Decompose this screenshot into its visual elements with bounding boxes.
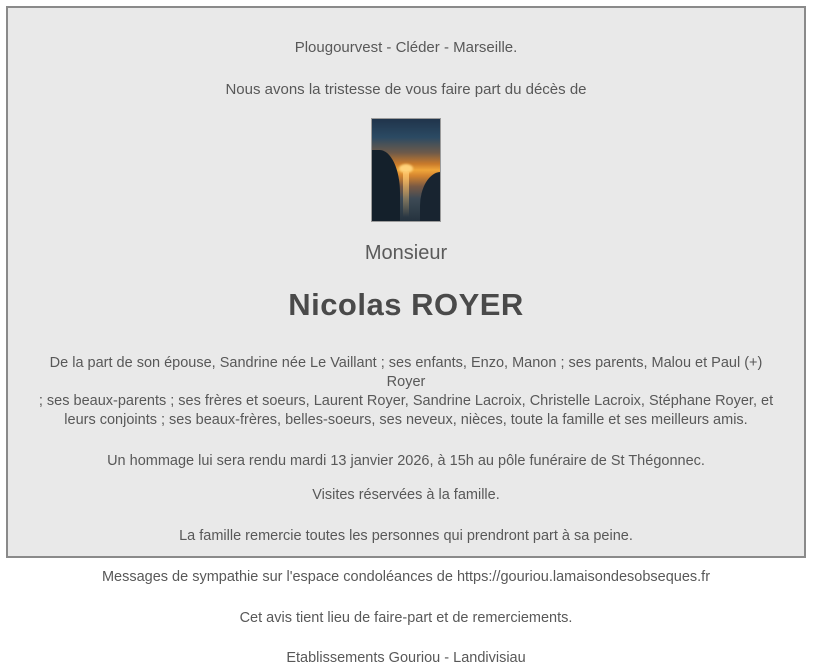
photo-hill-left-shape (371, 150, 400, 221)
family-list-line: ; ses beaux-parents ; ses frères et soeurs, Laurent Royer, Sandrine Lacroix, Christelle Lacroix, Stéphane Royer, et (38, 393, 774, 409)
obituary-notice (6, 6, 806, 666)
ceremony-details-line-1: Un hommage lui sera rendu mardi 13 janvier 2026, à 15h au pôle funéraire de St Thégonnec. (107, 453, 705, 469)
portrait-photo-container (30, 118, 782, 222)
honorific-title: Monsieur (364, 242, 448, 264)
funeral-home-name: Etablissements Gouriou - Landivisiau (286, 649, 526, 666)
announcement-line: Nous avons la tristesse de vous faire part du décès de (225, 81, 587, 98)
family-list-line: leurs conjoints ; ses beaux-frères, belles-soeurs, ses neveux, nièces, toute la famille et ses meilleurs amis. (64, 412, 748, 428)
ceremony-details-line-2: Visites réservées à la famille. (312, 486, 500, 503)
legal-notice-text: Cet avis tient lieu de faire-part et de remerciements. (239, 609, 573, 626)
sunset-over-sea-photo (371, 118, 441, 222)
family-list-line: De la part de son épouse, Sandrine née Le Vaillant ; ses enfants, Enzo, Manon ; ses parents, Malou et Paul (+) Royer (49, 355, 763, 390)
locations-line: Plougourvest - Cléder - Marseille. (294, 39, 518, 56)
family-list (30, 354, 782, 430)
thanks-message: La famille remercie toutes les personnes qui prendront part à sa peine. (179, 527, 633, 544)
condolences-link-text[interactable]: Messages de sympathie sur l'espace condoléances de https://gouriou.lamaisondesobseques.fr (101, 568, 711, 585)
photo-sun-reflection-shape (403, 172, 409, 217)
deceased-name: Nicolas ROYER (288, 287, 524, 322)
photo-hill-right-shape (420, 172, 441, 221)
